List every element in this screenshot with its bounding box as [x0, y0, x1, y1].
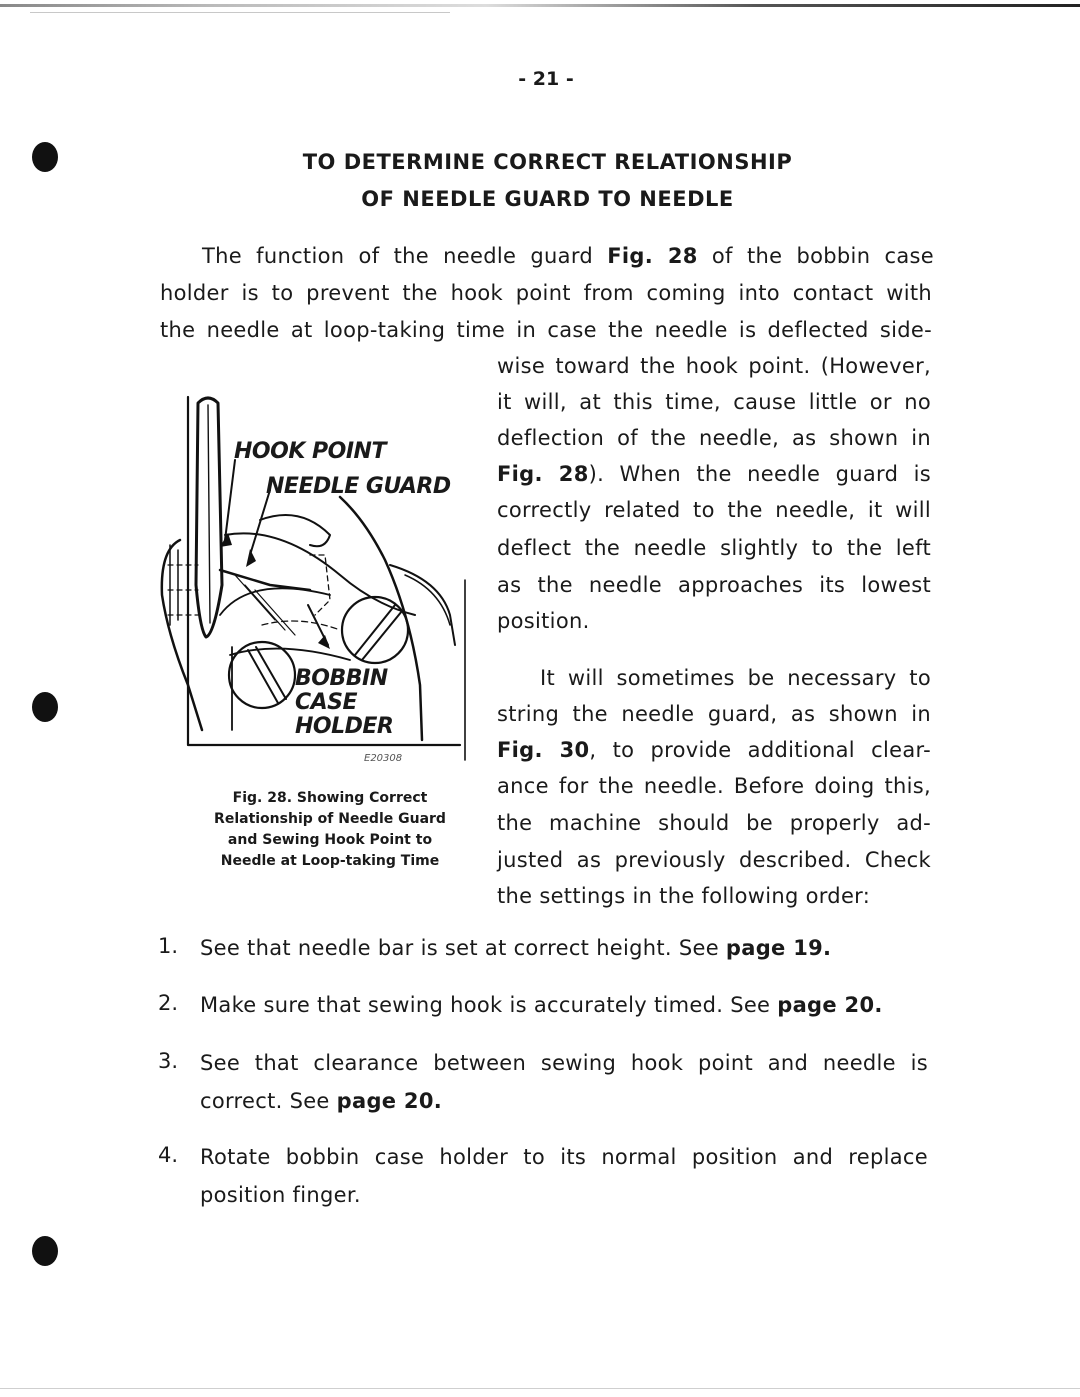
paragraph-1-line: wise toward the hook point. (However, — [497, 354, 931, 378]
binder-hole-bottom — [32, 1236, 58, 1266]
paragraph-2-line: justed as previously described. Check — [497, 848, 931, 872]
paragraph-1-line: correctly related to the needle, it will — [497, 498, 931, 522]
paragraph-2-line: the machine should be properly ad- — [497, 811, 931, 835]
label-holder: HOLDER — [295, 714, 394, 739]
label-hook-point: HOOK POINT — [234, 439, 386, 464]
bottom-scan-edge — [0, 1388, 1080, 1389]
caption-line: Relationship of Needle Guard — [214, 811, 446, 827]
page-number: - 21 - — [518, 68, 574, 90]
paragraph-2-line: Fig. 30, to provide additional clear- — [497, 738, 931, 762]
section-title-line-1: TO DETERMINE CORRECT RELATIONSHIP — [302, 150, 793, 174]
step-text: Rotate bobbin case holder to its normal position and replace position finger. — [200, 1145, 928, 1207]
intro-line-1: The function of the needle guard Fig. 28 of the bobbin case — [202, 244, 934, 268]
paragraph-1-line: Fig. 28). When the needle guard is — [497, 462, 931, 486]
step-number: 4. — [158, 1143, 179, 1167]
figure-caption — [190, 788, 470, 872]
step-text: See that clearance between sewing hook point and needle is correct. See page 20. — [200, 1051, 928, 1113]
intro-line-3: the needle at loop-taking time in case the needle is deflected side- — [160, 318, 932, 342]
top-scan-edge-faint — [30, 12, 450, 13]
top-scan-edge — [0, 4, 1080, 7]
step-text: See that needle bar is set at correct height. See page 19. — [200, 936, 832, 960]
paragraph-1-line: deflect the needle slightly to the left — [497, 536, 931, 560]
label-case: CASE — [295, 690, 358, 715]
step-number: 1. — [158, 934, 179, 958]
step-number: 2. — [158, 991, 179, 1015]
label-needle-guard: NEEDLE GUARD — [266, 474, 451, 499]
paragraph-1-line: as the needle approaches its lowest — [497, 573, 931, 597]
caption-line: Needle at Loop-taking Time — [220, 853, 440, 869]
paragraph-2-line: ance for the needle. Before doing this, — [497, 774, 931, 798]
paragraph-1-line: it will, at this time, cause little or no — [497, 390, 931, 414]
paragraph-1-line: position. — [497, 609, 590, 633]
step-text: Make sure that sewing hook is accurately timed. See page 20. — [200, 993, 883, 1017]
caption-line: Fig. 28. Showing Correct — [232, 790, 428, 806]
intro-line-2: holder is to prevent the hook point from coming into contact with — [160, 281, 932, 305]
paragraph-2-line: the settings in the following order: — [497, 884, 871, 908]
binder-hole-middle — [32, 692, 58, 722]
paragraph-2-line: string the needle guard, as shown in — [497, 702, 931, 726]
paragraph-2-line: It will sometimes be necessary to — [540, 666, 931, 690]
section-title-line-2: OF NEEDLE GUARD TO NEEDLE — [361, 187, 734, 211]
step-number: 3. — [158, 1049, 179, 1073]
caption-line: and Sewing Hook Point to — [227, 832, 433, 848]
label-bobbin: BOBBIN — [295, 666, 388, 691]
paragraph-1-line: deflection of the needle, as shown in — [497, 426, 931, 450]
figure-code: E20308 — [364, 753, 403, 764]
